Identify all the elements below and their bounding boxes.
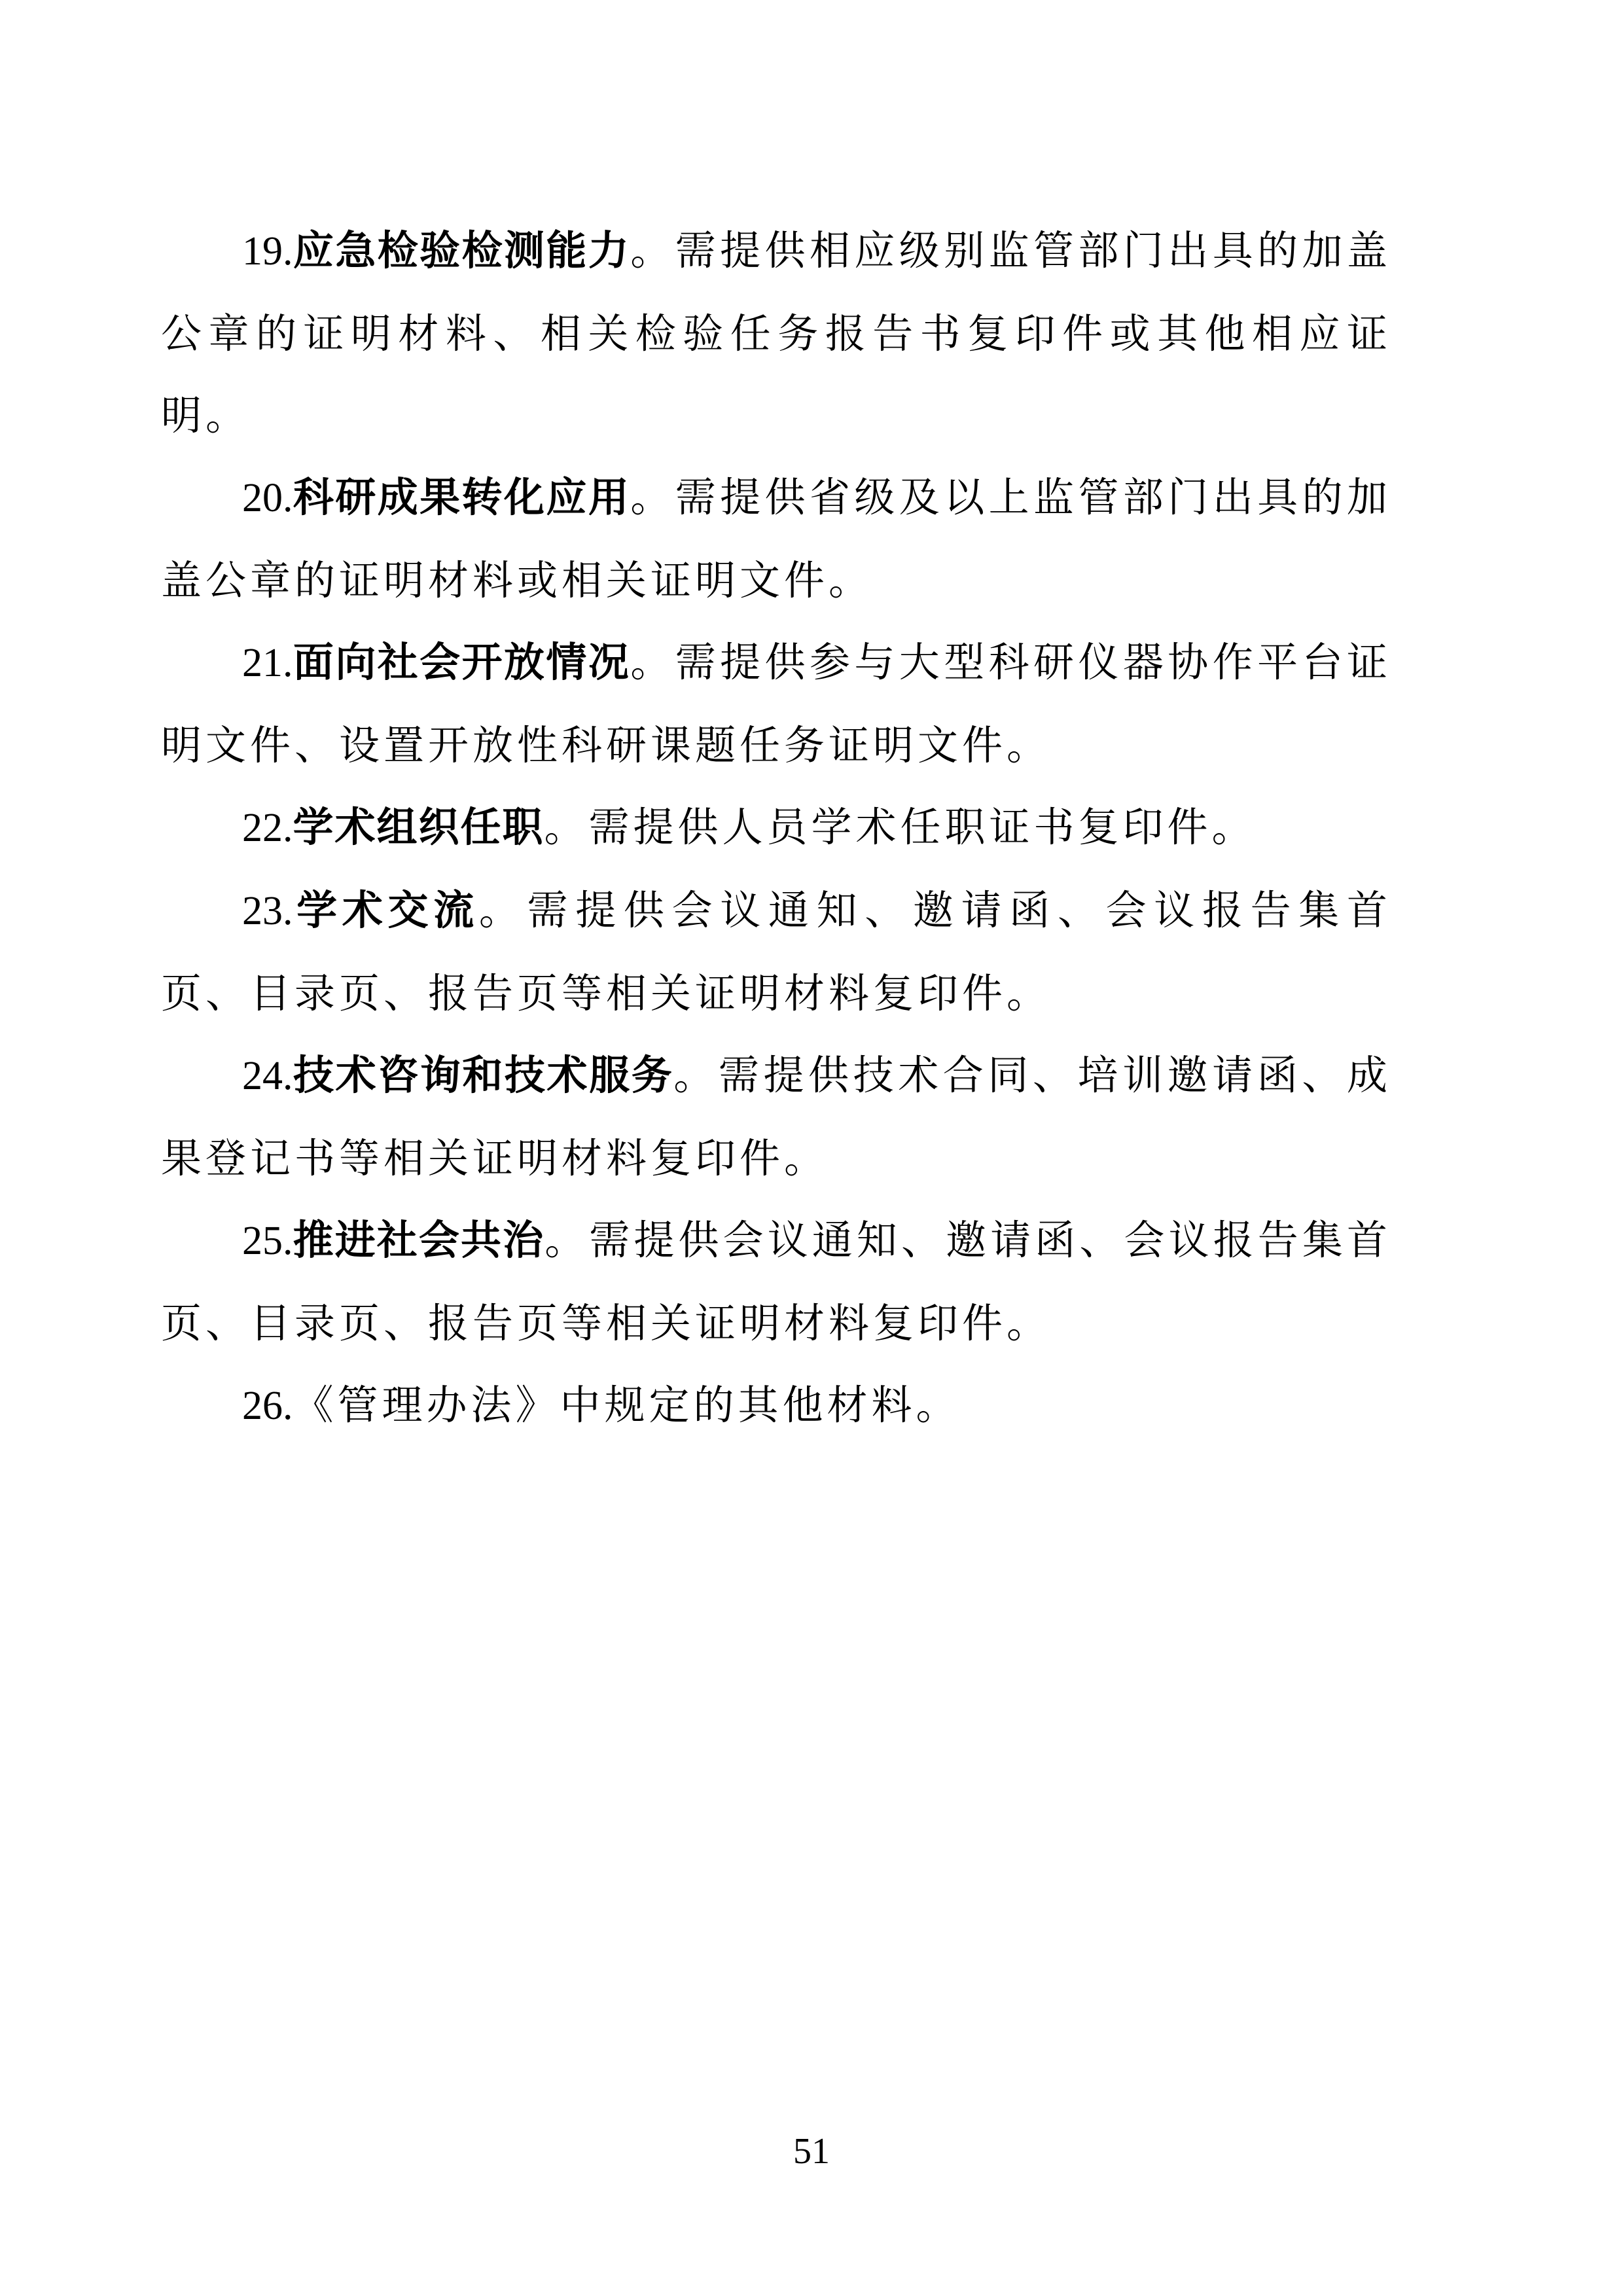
item-number: 23. <box>242 889 293 933</box>
list-item-23 <box>161 869 1391 1034</box>
list-item-22 <box>161 786 1391 869</box>
item-heading: 学术组织任职 <box>293 803 544 851</box>
item-heading: 技术咨询和技术服务 <box>293 1051 674 1099</box>
item-heading: 面向社会开放情况 <box>293 638 631 686</box>
item-number: 22. <box>242 806 293 850</box>
page-number: 51 <box>793 2131 830 2172</box>
list-item-25 <box>161 1199 1391 1364</box>
item-number: 20. <box>242 476 293 520</box>
item-number: 19. <box>242 229 293 274</box>
list-item-20 <box>161 456 1391 621</box>
list-item-26 <box>161 1364 1391 1447</box>
item-heading: 推进社会共治 <box>293 1216 545 1264</box>
list-item-21 <box>161 621 1391 786</box>
item-number: 25. <box>242 1219 293 1263</box>
item-text: 。需提供参与大型科研仪器协作平台证明文件、设置开放性科研课题任务证明文件。 <box>161 638 1391 769</box>
item-text: 《管理办法》中规定的其他材料。 <box>293 1381 961 1429</box>
item-number: 24. <box>242 1054 293 1098</box>
item-heading: 学术交流 <box>293 886 479 934</box>
list-item-19 <box>161 209 1391 456</box>
item-heading: 应急检验检测能力 <box>293 226 631 274</box>
list-item-24 <box>161 1034 1391 1199</box>
document-body <box>161 209 1391 1447</box>
item-text: 。需提供技术合同、培训邀请函、成果登记书等相关证明材料复印件。 <box>161 1051 1391 1182</box>
item-text: 。需提供相应级别监管部门出具的加盖公章的证明材料、相关检验任务报告书复印件或其他相应证明。 <box>161 226 1391 439</box>
item-text: 。需提供会议通知、邀请函、会议报告集首页、目录页、报告页等相关证明材料复印件。 <box>161 886 1391 1017</box>
item-heading: 科研成果转化应用 <box>293 473 631 521</box>
item-text: 。需提供省级及以上监管部门出具的加盖公章的证明材料或相关证明文件。 <box>161 473 1391 604</box>
item-text: 。需提供人员学术任职证书复印件。 <box>544 803 1257 851</box>
item-number: 26. <box>242 1384 293 1428</box>
item-number: 21. <box>242 641 293 685</box>
item-text: 。需提供会议通知、邀请函、会议报告集首页、目录页、报告页等相关证明材料复印件。 <box>161 1216 1391 1347</box>
